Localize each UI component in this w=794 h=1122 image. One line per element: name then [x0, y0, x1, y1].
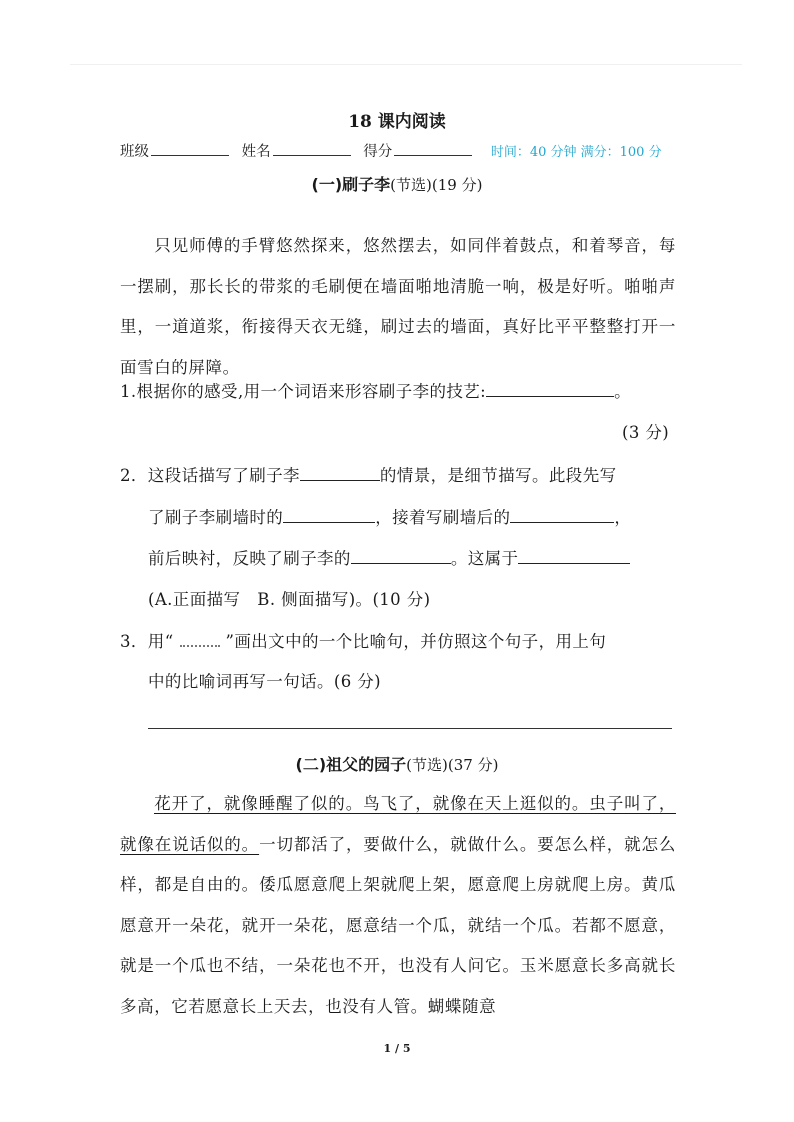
score-blank: [394, 143, 472, 156]
section1-passage-text: 只见师傅的手臂悠然探来，悠然摆去，如同伴着鼓点，和着琴音，每一摆刷，那长长的带浆的毛刷便在墙面啪地清脆一响，极是好听。啪啪声里，一道道浆，衔接得天衣无缝，刷过去的墙面，真好比平平整整打开一面雪白的屏障。: [120, 236, 676, 377]
score-label: 得分: [363, 144, 393, 160]
name-label: 姓名: [241, 144, 271, 160]
question-3-answer-line[interactable]: [148, 728, 672, 729]
underlined-simile-sentences: 花开了，就像睡醒了似的。鸟飞了，就像在天上逛似的。虫子叫了，就像在说话似的。: [120, 794, 676, 854]
name-blank: [273, 143, 351, 156]
question-3-text-1b: ”画出文中的一个比喻句，并仿照这个句子，用上句: [225, 632, 607, 651]
wavy-underline-symbol: [180, 633, 220, 647]
page-title: 18 课内阅读: [348, 112, 446, 132]
question-2-line-3: [148, 545, 630, 569]
question-1-answer-blank[interactable]: [486, 380, 614, 397]
question-1-score: (3 分): [622, 423, 670, 442]
question-2-blank-3[interactable]: [510, 506, 614, 523]
question-2-text-3a: 前后映衬，反映了刷子李的: [148, 549, 351, 568]
page-number: 1 / 5: [383, 1042, 411, 1055]
question-2-blank-5[interactable]: [518, 547, 630, 564]
question-2-text-2b: ，接着写刷墙后的: [375, 508, 511, 527]
question-2-blank-4[interactable]: [351, 547, 451, 564]
question-1-text: 1.根据你的感受,用一个词语来形容刷子李的技艺:: [120, 382, 487, 401]
time-score-note: 时间：40 分钟 满分：100 分: [490, 145, 662, 160]
question-3-line-2: 中的比喻词再写一句话。(6 分): [148, 672, 382, 691]
section1-score: (19 分): [431, 176, 483, 194]
class-label: 班级: [120, 144, 149, 160]
section1-selection-note: (节选): [390, 176, 432, 194]
question-2-line-4: (A.正面描写 B. 侧面描写)。(10 分): [148, 590, 431, 609]
question-2-text-3b: 。这属于: [450, 549, 519, 568]
question-2-text-2c: ，: [614, 508, 632, 527]
question-2-line-2: [148, 504, 631, 528]
section2-selection-note: (节选): [406, 756, 448, 774]
question-3-line-1: [120, 628, 606, 652]
section1-name: (一)刷子李: [311, 175, 391, 194]
question-2-line-1: [120, 462, 617, 486]
class-blank: [151, 143, 229, 156]
question-3-text-1a: 3．用“: [120, 632, 174, 651]
header-rule: [70, 64, 742, 65]
section2-passage-text: 一切都活了，要做什么，就做什么。要怎么样，就怎么样，都是自由的。倭瓜愿意爬上架就爬上架，愿意爬上房就爬上房。黄瓜愿意开一朵花，就开一朵花，愿意结一个瓜，就结一个瓜。若都不愿意，就是一个瓜也不结，一朵花也不开，也没有人问它。玉米愿意长多高就长多高，它若愿意长上天去，也没有人管。蝴蝶随意: [120, 834, 676, 1016]
question-2-text-2a: 了刷子李刷墙时的: [148, 508, 284, 527]
section2-passage: [120, 784, 676, 1027]
section2-score: (37 分): [447, 756, 499, 774]
question-2-blank-1[interactable]: [300, 464, 380, 481]
question-1: [120, 378, 631, 402]
section2-name: (二)祖父的园子: [295, 755, 407, 774]
section1-passage: [120, 226, 676, 388]
student-info-row: [120, 140, 680, 161]
section1-heading: [0, 172, 794, 195]
question-2-blank-2[interactable]: [283, 506, 375, 523]
question-2-text-1a: 2．这段话描写了刷子李: [120, 466, 300, 485]
question-1-period: 。: [614, 382, 632, 401]
section2-heading: [0, 752, 794, 775]
question-2-text-1b: 的情景，是细节描写。此段先写: [379, 466, 617, 485]
